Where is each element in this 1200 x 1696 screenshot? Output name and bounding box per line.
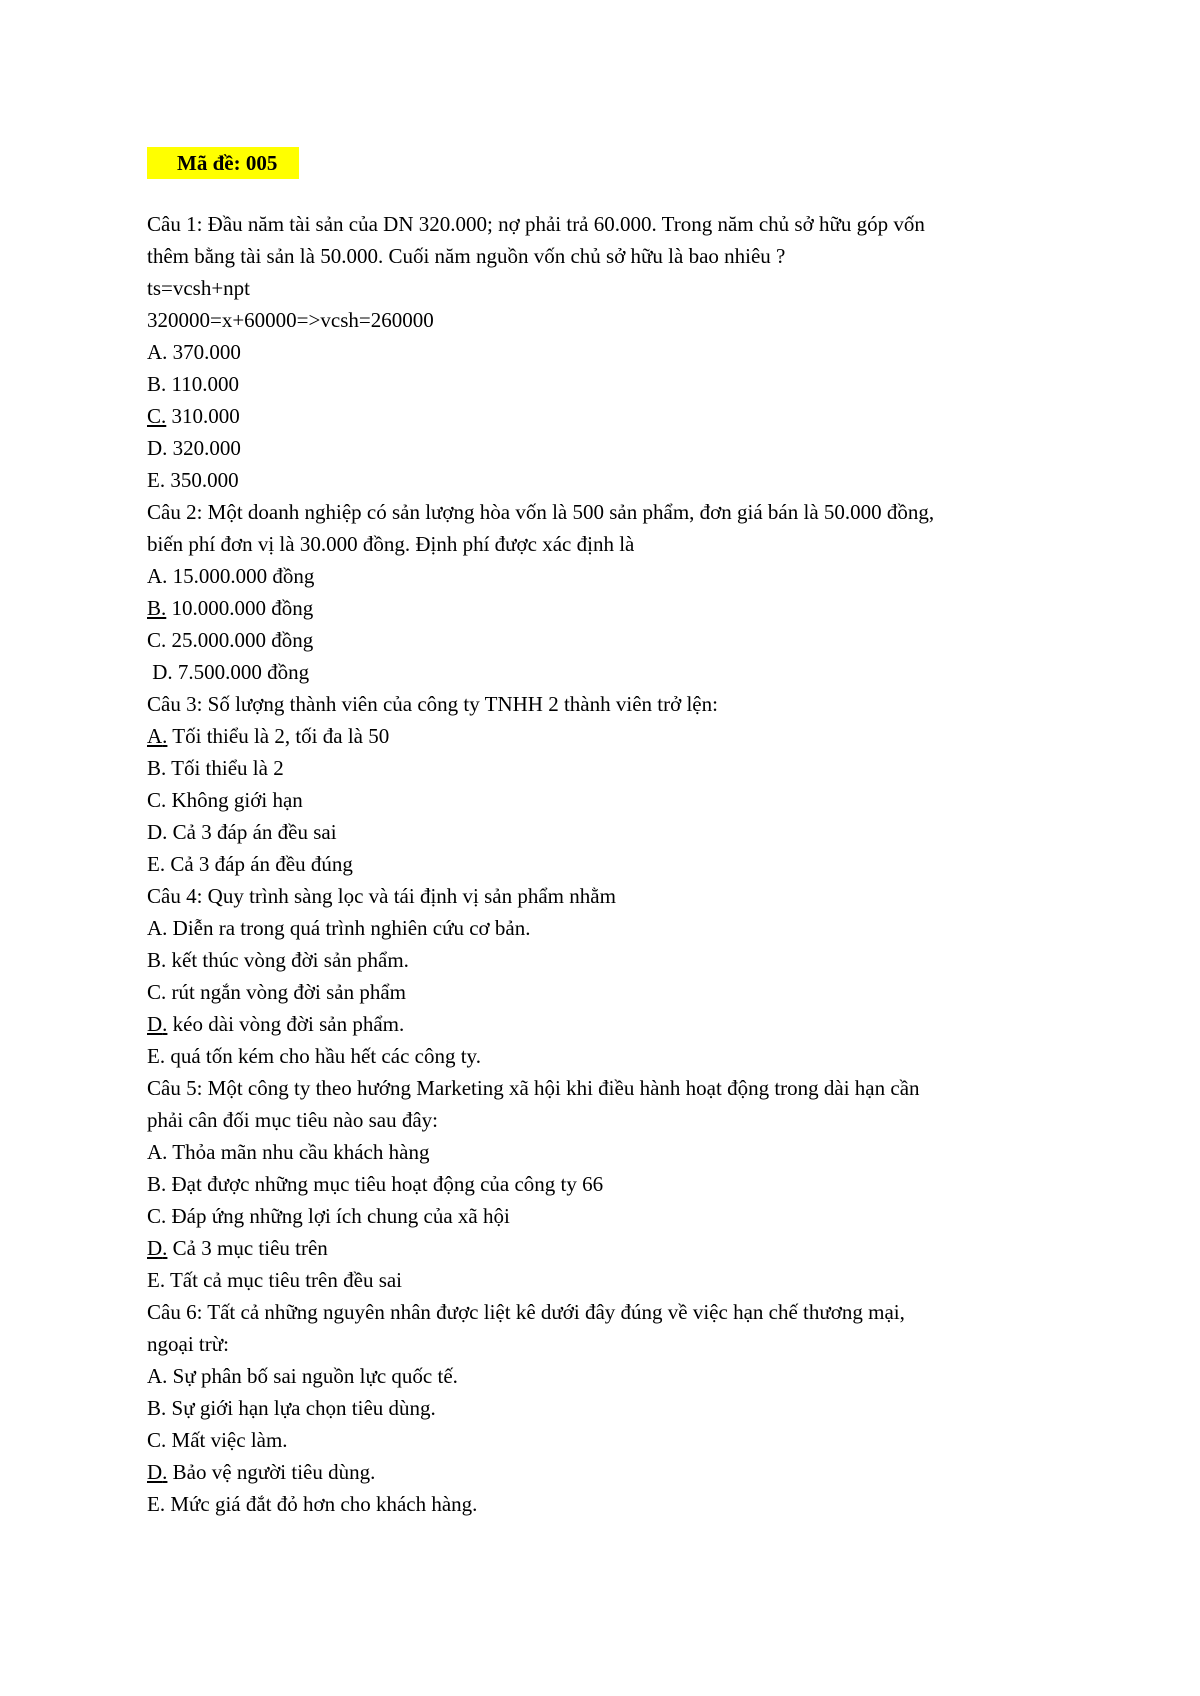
option-text: Cả 3 mục tiêu trên xyxy=(167,1236,328,1260)
option-letter: C xyxy=(147,788,162,812)
answer-option-a: A. 370.000 xyxy=(147,340,241,364)
option-letter-underlined: A. xyxy=(147,724,168,748)
option-letter-underlined: D. xyxy=(147,1012,168,1036)
option-letter: A xyxy=(147,340,163,364)
option-letter: D xyxy=(147,1012,163,1036)
answer-option-d-correct xyxy=(147,1008,1077,1040)
option-text: rút ngắn vòng đời sản phẩm xyxy=(166,980,407,1004)
answer-option-d: D. Cả 3 đáp án đều sai xyxy=(147,820,337,844)
answer-option-b: B. 110.000 xyxy=(147,372,239,396)
answer-option-c: C. 25.000.000 đồng xyxy=(147,628,314,652)
option-letter: E xyxy=(147,1044,160,1068)
answer-option-a: A. Diễn ra trong quá trình nghiên cứu cơ bản. xyxy=(147,916,531,940)
answer-option-a: A. 15.000.000 đồng xyxy=(147,564,315,588)
option-letter: B xyxy=(147,1396,162,1420)
option-text: Tối thiểu là 2 xyxy=(166,756,284,780)
option-text: Cả 3 đáp án đều đúng xyxy=(165,852,353,876)
option-text: Đạt được những mục tiêu hoạt động của công ty 66 xyxy=(166,1172,604,1196)
working-note: 320000=x+60000=>vcsh=260000 xyxy=(147,308,434,332)
question-3 xyxy=(147,688,1077,880)
option-letter: B xyxy=(147,948,162,972)
question-text-line: Câu 6: Tất cả những nguyên nhân được liệt kê dưới đây đúng về việc hạn chế thương mại, xyxy=(147,1300,905,1324)
answer-option-e: E. Cả 3 đáp án đều đúng xyxy=(147,852,353,876)
option-letter-underlined: C. xyxy=(147,404,167,428)
option-letter: E xyxy=(147,468,160,492)
question-5 xyxy=(147,1072,1077,1296)
option-letter-underlined: D. xyxy=(147,1236,168,1260)
option-text: quá tốn kém cho hầu hết các công ty. xyxy=(165,1044,481,1068)
question-text-line: thêm bằng tài sản là 50.000. Cuối năm nguồn vốn chủ sở hữu là bao nhiêu ? xyxy=(147,244,786,268)
option-text: Bảo vệ người tiêu dùng. xyxy=(167,1460,376,1484)
option-text: Tối thiểu là 2, tối đa là 50 xyxy=(167,724,390,748)
answer-option-c: C. Mất việc làm. xyxy=(147,1428,288,1452)
answer-option-b: B. Đạt được những mục tiêu hoạt động của công ty 66 xyxy=(147,1172,604,1196)
option-text: 110.000 xyxy=(166,372,239,396)
option-letter: A xyxy=(147,724,163,748)
option-text: Đáp ứng những lợi ích chung của xã hội xyxy=(166,1204,510,1228)
option-letter: D xyxy=(147,1460,163,1484)
option-text: Diễn ra trong quá trình nghiên cứu cơ bản. xyxy=(167,916,531,940)
option-text: kết thúc vòng đời sản phẩm. xyxy=(166,948,409,972)
option-text: Sự phân bố sai nguồn lực quốc tế. xyxy=(167,1364,458,1388)
option-text: 10.000.000 đồng xyxy=(166,596,314,620)
answer-option-c: C. rút ngắn vòng đời sản phẩm xyxy=(147,980,407,1004)
question-1 xyxy=(147,208,1077,496)
option-letter: E xyxy=(147,1268,160,1292)
option-letter: C xyxy=(147,628,162,652)
option-letter: A xyxy=(147,1364,163,1388)
answer-option-e: E. Mức giá đắt đỏ hơn cho khách hàng. xyxy=(147,1492,478,1516)
option-text: 310.000 xyxy=(166,404,240,428)
question-4 xyxy=(147,880,1077,1072)
option-text: 350.000 xyxy=(165,468,239,492)
exam-code-title: Mã đề: 005 xyxy=(177,151,278,175)
option-letter: C xyxy=(147,980,162,1004)
option-letter: E xyxy=(147,852,160,876)
question-text-line: biến phí đơn vị là 30.000 đồng. Định phí được xác định là xyxy=(147,532,635,556)
option-letter: B xyxy=(147,372,162,396)
question-text-line: Câu 5: Một công ty theo hướng Marketing xã hội khi điều hành hoạt động trong dài hạn cần xyxy=(147,1076,920,1100)
exam-code-highlight xyxy=(147,147,299,179)
option-text: 370.000 xyxy=(167,340,241,364)
option-letter: A xyxy=(147,564,163,588)
answer-option-b-correct xyxy=(147,592,1077,624)
answer-option-d-correct xyxy=(147,1232,1077,1264)
option-text: 15.000.000 đồng xyxy=(167,564,315,588)
answer-option-b: B. Sự giới hạn lựa chọn tiêu dùng. xyxy=(147,1396,436,1420)
option-text: Không giới hạn xyxy=(166,788,303,812)
option-letter: D xyxy=(147,436,163,460)
option-letter: C xyxy=(147,1428,162,1452)
answer-option-e: E. quá tốn kém cho hầu hết các công ty. xyxy=(147,1044,481,1068)
answer-option-d-correct xyxy=(147,1456,1077,1488)
option-letter: A xyxy=(147,1140,163,1164)
option-letter: E xyxy=(147,1492,160,1516)
option-text: kéo dài vòng đời sản phẩm. xyxy=(167,1012,405,1036)
answer-option-e: E. Tất cả mục tiêu trên đều sai xyxy=(147,1268,403,1292)
option-text: Sự giới hạn lựa chọn tiêu dùng. xyxy=(166,1396,436,1420)
answer-option-b: B. kết thúc vòng đời sản phẩm. xyxy=(147,948,409,972)
question-6 xyxy=(147,1296,1077,1520)
option-letter: B xyxy=(147,596,162,620)
question-2 xyxy=(147,496,1077,688)
option-text: Mức giá đắt đỏ hơn cho khách hàng. xyxy=(165,1492,478,1516)
option-letter: D xyxy=(147,1236,163,1260)
answer-option-c-correct xyxy=(147,400,1077,432)
option-text: 320.000 xyxy=(167,436,241,460)
option-letter: D xyxy=(152,660,168,684)
option-text: 7.500.000 đồng xyxy=(172,660,310,684)
question-list xyxy=(147,208,1077,1520)
option-letter-underlined: D. xyxy=(147,1460,168,1484)
question-text-line: ngoại trừ: xyxy=(147,1332,229,1356)
question-text-line: Câu 4: Quy trình sàng lọc và tái định vị sản phẩm nhằm xyxy=(147,884,616,908)
option-letter-underlined: B. xyxy=(147,596,167,620)
answer-option-c: C. Đáp ứng những lợi ích chung của xã hội xyxy=(147,1204,510,1228)
answer-option-a: A. Thỏa mãn nhu cầu khách hàng xyxy=(147,1140,430,1164)
answer-option-a-correct xyxy=(147,720,1077,752)
answer-option-b: B. Tối thiểu là 2 xyxy=(147,756,284,780)
answer-option-a: A. Sự phân bố sai nguồn lực quốc tế. xyxy=(147,1364,458,1388)
answer-option-d: D. 320.000 xyxy=(147,436,241,460)
answer-option-d: D. 7.500.000 đồng xyxy=(152,660,310,684)
option-text: Mất việc làm. xyxy=(166,1428,288,1452)
option-text: Tất cả mục tiêu trên đều sai xyxy=(165,1268,403,1292)
question-text-line: Câu 1: Đầu năm tài sản của DN 320.000; nợ phải trả 60.000. Trong năm chủ sở hữu góp vốn xyxy=(147,212,925,236)
answer-option-c: C. Không giới hạn xyxy=(147,788,303,812)
question-text-line: phải cân đối mục tiêu nào sau đây: xyxy=(147,1108,438,1132)
option-text: Cả 3 đáp án đều sai xyxy=(167,820,337,844)
option-text: 25.000.000 đồng xyxy=(166,628,314,652)
answer-option-e: E. 350.000 xyxy=(147,468,239,492)
question-text-line: Câu 2: Một doanh nghiệp có sản lượng hòa vốn là 500 sản phẩm, đơn giá bán là 50.000 đồng, xyxy=(147,500,935,524)
option-letter: B xyxy=(147,756,162,780)
option-letter: A xyxy=(147,916,163,940)
working-note: ts=vcsh+npt xyxy=(147,276,251,300)
option-letter: C xyxy=(147,1204,162,1228)
option-letter: B xyxy=(147,1172,162,1196)
question-text-line: Câu 3: Số lượng thành viên của công ty TNHH 2 thành viên trở lện: xyxy=(147,692,718,716)
option-text: Thỏa mãn nhu cầu khách hàng xyxy=(167,1140,430,1164)
option-letter: D xyxy=(147,820,163,844)
option-letter: C xyxy=(147,404,162,428)
